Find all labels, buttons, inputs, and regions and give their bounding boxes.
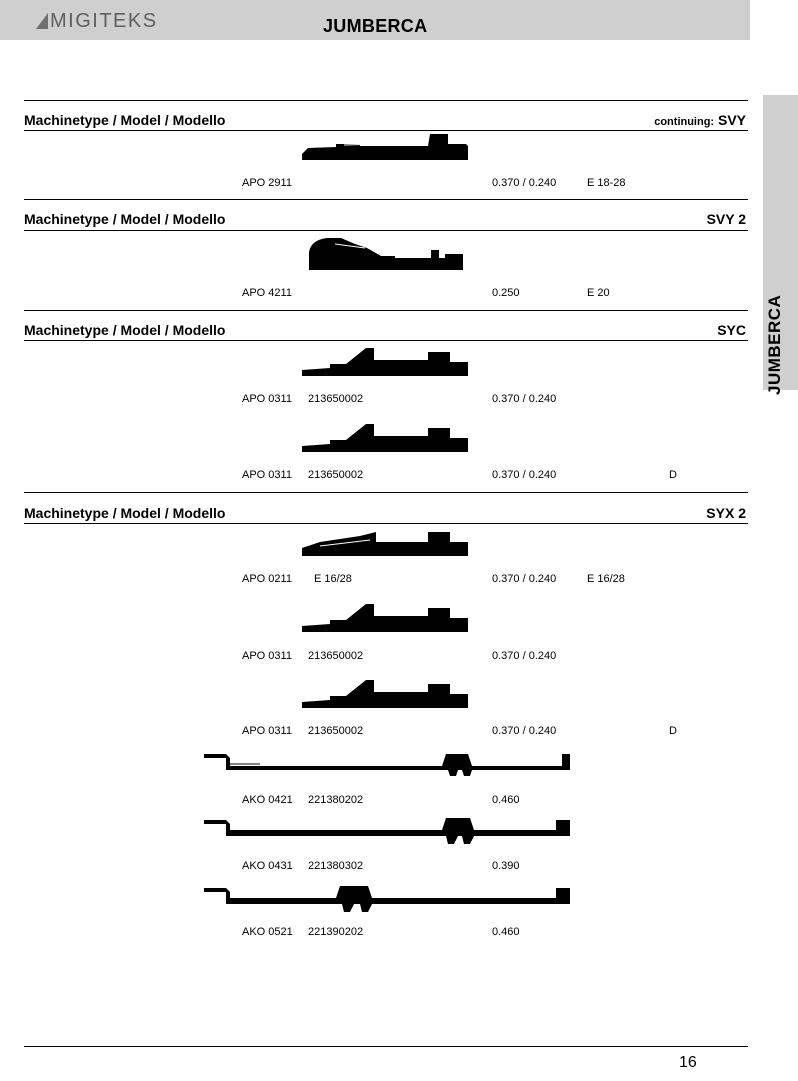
section-divider xyxy=(24,199,748,200)
section-title: Machinetype / Model / Modello xyxy=(24,211,226,227)
continuing-label: continuing: xyxy=(654,116,715,128)
section-divider xyxy=(24,492,748,493)
section-title: Machinetype / Model / Modello xyxy=(24,322,226,338)
sinker-profile-icon xyxy=(200,816,572,846)
page-header xyxy=(0,0,750,40)
section-model xyxy=(654,112,746,128)
extra-value: E 16/28 xyxy=(587,573,625,585)
part-number: 213650002 xyxy=(308,393,364,405)
logo-stripe-icon xyxy=(36,13,48,29)
product-code: APO 4211 xyxy=(242,287,292,299)
part-number: 213650002 xyxy=(308,725,364,737)
note-value: D xyxy=(669,725,677,737)
sinker-profile-icon xyxy=(200,884,572,914)
part-number: 221390202 xyxy=(308,926,364,938)
gauge-value: 0.370 / 0.240 xyxy=(492,725,557,737)
sinker-profile-icon xyxy=(200,750,572,780)
section-divider xyxy=(24,523,748,524)
gauge-value: 0.370 / 0.240 xyxy=(492,573,557,585)
model-name: SVY xyxy=(717,112,746,128)
section-divider xyxy=(24,340,748,341)
product-code: AKO 0521 xyxy=(242,926,293,938)
model-name: SYX 2 xyxy=(706,505,746,521)
gauge-value: 0.370 / 0.240 xyxy=(492,393,557,405)
side-tab xyxy=(763,95,798,395)
needle-profile-icon xyxy=(300,420,470,456)
section-divider xyxy=(24,230,748,231)
product-code: AKO 0431 xyxy=(242,860,293,872)
page-number: 16 xyxy=(679,1054,697,1071)
model-name: SYC xyxy=(717,322,746,338)
footer-divider xyxy=(24,1046,748,1047)
gauge-value: 0.370 / 0.240 xyxy=(492,177,557,189)
section-model xyxy=(717,322,746,338)
logo-text: MIGITEKS xyxy=(50,9,158,32)
part-number: 221380302 xyxy=(308,860,364,872)
side-tab-label: JUMBERCA xyxy=(765,294,784,395)
part-number: 213650002 xyxy=(308,469,364,481)
part-number: 221380202 xyxy=(308,794,364,806)
gauge-value: 0.250 xyxy=(492,287,520,299)
part-number: E 16/28 xyxy=(314,573,352,585)
section-model xyxy=(707,211,746,227)
product-code: APO 0311 xyxy=(242,725,292,737)
product-code: APO 0311 xyxy=(242,469,292,481)
note-value: D xyxy=(669,469,677,481)
needle-profile-icon xyxy=(300,526,470,560)
needle-profile-icon xyxy=(305,234,467,274)
gauge-value: 0.460 xyxy=(492,794,520,806)
part-number: 213650002 xyxy=(308,650,364,662)
section-divider xyxy=(24,310,748,311)
needle-profile-icon xyxy=(300,344,470,380)
gauge-value: 0.390 xyxy=(492,860,520,872)
section-model xyxy=(706,505,746,521)
brand-logo xyxy=(36,9,158,33)
section-divider xyxy=(24,100,748,101)
needle-profile-icon xyxy=(300,676,470,712)
product-code: APO 0311 xyxy=(242,393,292,405)
product-code: AKO 0421 xyxy=(242,794,293,806)
product-code: APO 2911 xyxy=(242,177,292,189)
gauge-value: 0.460 xyxy=(492,926,520,938)
model-name: SVY 2 xyxy=(706,211,746,227)
needle-profile-icon xyxy=(300,600,470,636)
section-title: Machinetype / Model / Modello xyxy=(24,112,226,128)
section-divider xyxy=(24,130,748,131)
needle-profile-icon xyxy=(300,132,470,164)
gauge-value: 0.370 / 0.240 xyxy=(492,469,557,481)
extra-value: E 20 xyxy=(587,287,610,299)
product-code: APO 0311 xyxy=(242,650,292,662)
product-code: APO 0211 xyxy=(242,573,292,585)
section-title: Machinetype / Model / Modello xyxy=(24,505,226,521)
header-title: JUMBERCA xyxy=(323,16,428,36)
gauge-value: 0.370 / 0.240 xyxy=(492,650,557,662)
extra-value: E 18-28 xyxy=(587,177,626,189)
